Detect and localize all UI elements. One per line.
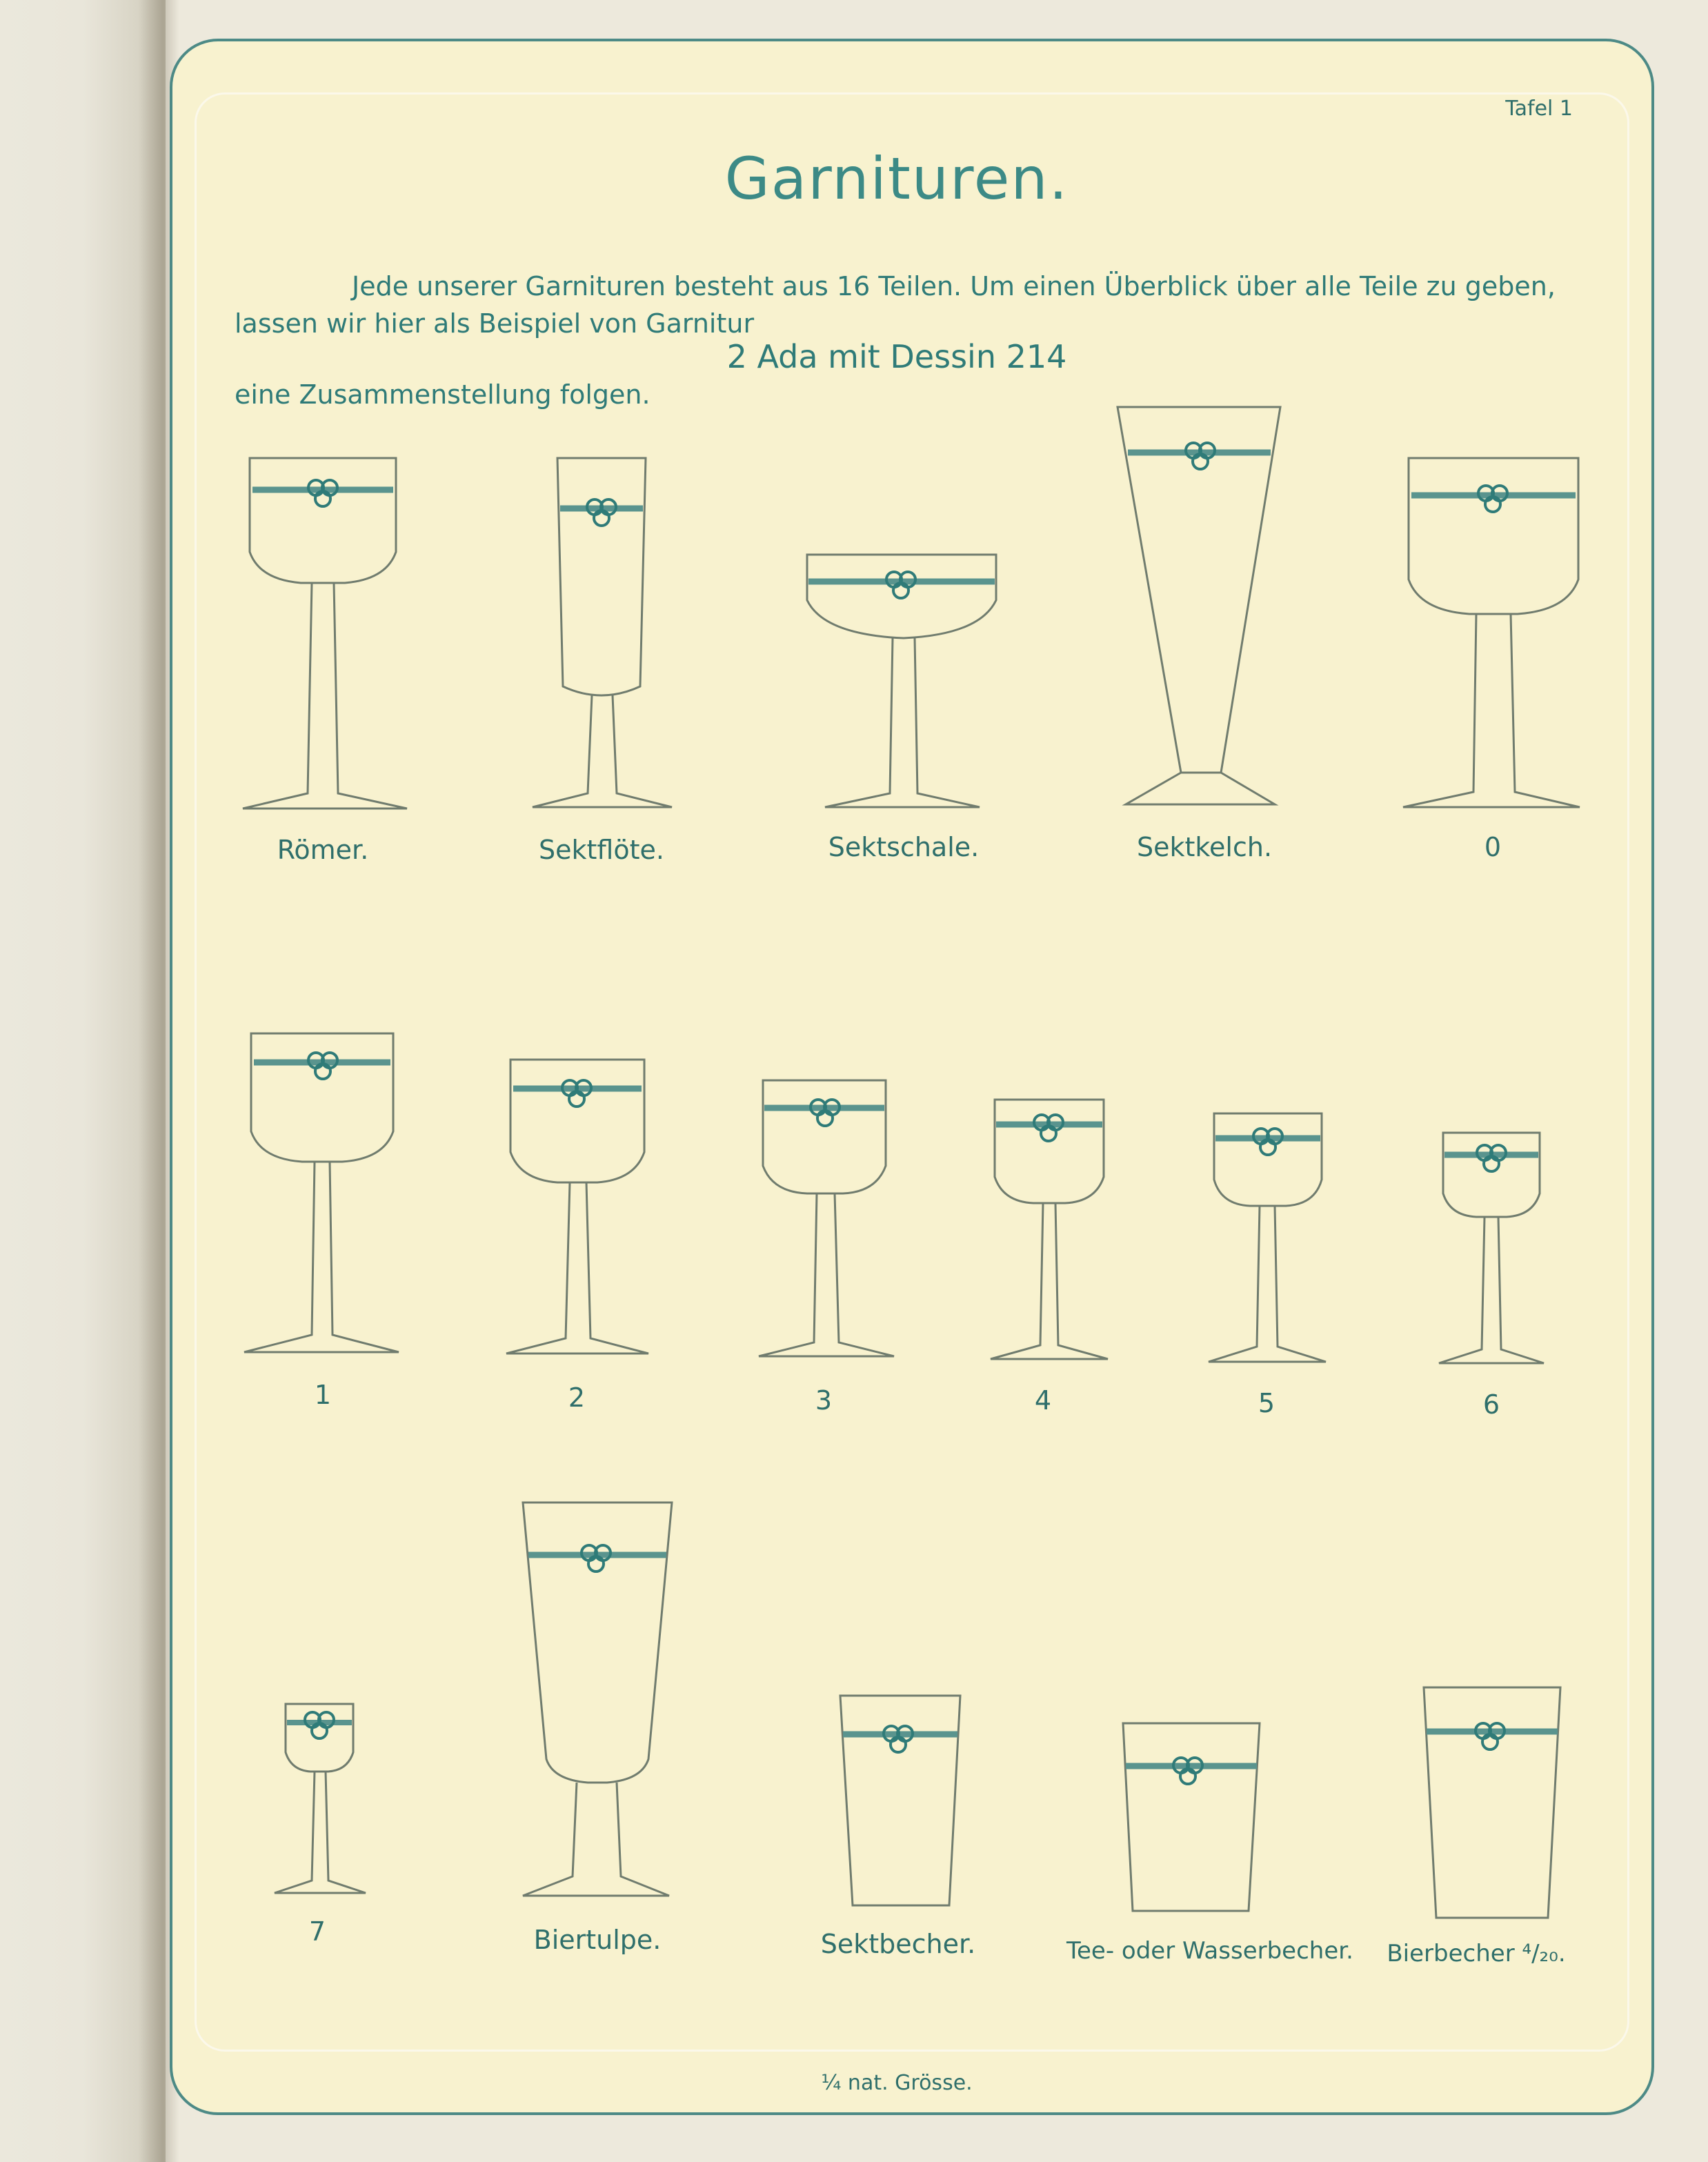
glass-2 — [506, 1060, 648, 1353]
sektfloete-glass — [533, 458, 672, 807]
intro-text-end: eine Zusammenstellung folgen. — [235, 379, 651, 410]
page-title: Garnituren. — [724, 145, 1069, 212]
scale-note: ¼ nat. Grösse. — [821, 2071, 973, 2095]
glass-1 — [244, 1033, 399, 1352]
sektbecher-glass — [840, 1696, 960, 1905]
glass-0 — [1403, 458, 1580, 807]
label-glass-7: 7 — [308, 1916, 326, 1947]
label-glass-1: 1 — [314, 1380, 332, 1410]
label-glass-2: 2 — [568, 1382, 586, 1413]
glass-4 — [991, 1100, 1108, 1359]
plate-number: Tafel 1 — [1505, 97, 1573, 121]
glass-6 — [1439, 1133, 1544, 1363]
sektkelch-glass — [1118, 407, 1280, 804]
bierbecher-glass — [1424, 1687, 1560, 1918]
glass-7 — [275, 1704, 366, 1893]
garnitur-name: 2 Ada mit Dessin 214 — [726, 338, 1067, 375]
label-bierbecher: Bierbecher ⁴/₂₀. — [1387, 1940, 1566, 1967]
label-tee-wasserbecher: Tee- oder Wasserbecher. — [1066, 1937, 1353, 1965]
label-sektfloete: Sektflöte. — [539, 835, 664, 865]
sektschale-glass — [807, 555, 996, 807]
roemer-glass — [243, 458, 407, 809]
glass-5 — [1209, 1113, 1326, 1362]
label-glass-6: 6 — [1482, 1389, 1500, 1420]
tee-wasserbecher-glass — [1123, 1723, 1260, 1911]
label-glass-5: 5 — [1258, 1388, 1275, 1418]
label-roemer: Römer. — [277, 835, 369, 865]
label-biertulpe: Biertulpe. — [533, 1925, 662, 1955]
biertulpe-glass — [523, 1503, 672, 1896]
label-sektschale: Sektschale. — [828, 832, 980, 862]
label-sektkelch: Sektkelch. — [1136, 832, 1273, 862]
glass-3 — [759, 1080, 894, 1356]
intro-text: Jede unserer Garnituren besteht aus 16 Teilen. Um einen Überblick über alle Teile zu geben, lassen wir hier als Beispiel von Garnitur — [235, 271, 1556, 339]
label-glass-4: 4 — [1034, 1385, 1052, 1416]
label-glass-0: 0 — [1484, 832, 1502, 862]
label-sektbecher: Sektbecher. — [820, 1929, 976, 1959]
label-glass-3: 3 — [815, 1385, 833, 1416]
